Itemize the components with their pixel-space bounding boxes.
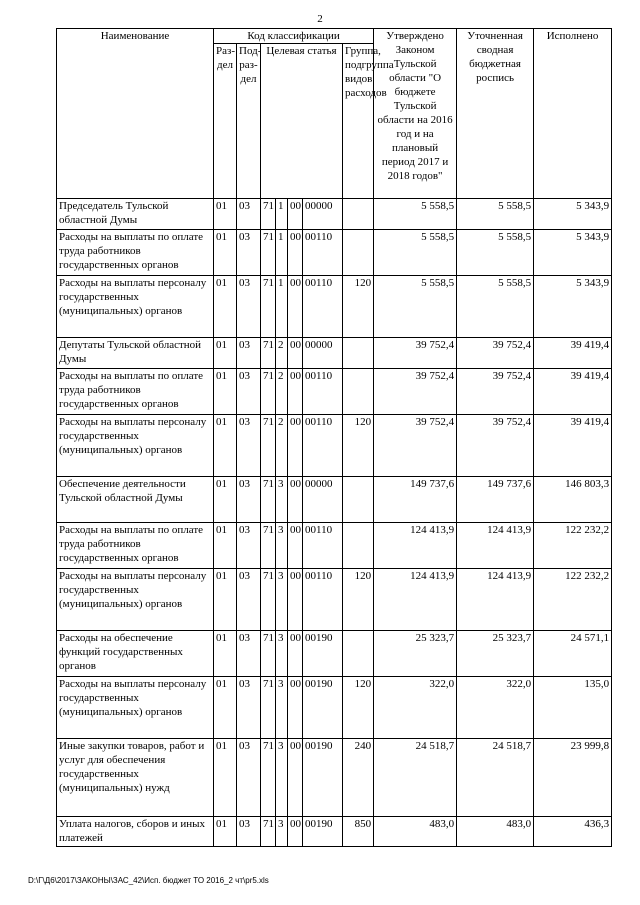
row-target-program: 71 xyxy=(261,739,276,817)
row-target-subprogram: 2 xyxy=(276,338,288,369)
row-target-direction: 00 xyxy=(288,230,303,276)
table-row xyxy=(57,739,612,817)
row-expense-type: 240 xyxy=(343,739,374,817)
row-name: Уплата налогов, сборов и иных платежей xyxy=(57,817,214,847)
row-target-direction: 00 xyxy=(288,415,303,477)
row-podrazdel: 03 xyxy=(237,338,261,369)
row-name: Расходы на выплаты по оплате труда работников государственных органов xyxy=(57,523,214,569)
row-target-program: 71 xyxy=(261,369,276,415)
header-razdel: Раз-дел xyxy=(214,44,237,199)
row-executed: 24 571,1 xyxy=(534,631,612,677)
row-target-subprogram: 3 xyxy=(276,817,288,847)
row-target-program: 71 xyxy=(261,276,276,338)
row-target-direction: 00 xyxy=(288,739,303,817)
row-expense-type: 120 xyxy=(343,569,374,631)
row-refined: 25 323,7 xyxy=(457,631,534,677)
row-target-subprogram: 3 xyxy=(276,631,288,677)
row-approved: 124 413,9 xyxy=(374,569,457,631)
row-approved: 39 752,4 xyxy=(374,338,457,369)
row-executed: 39 419,4 xyxy=(534,338,612,369)
header-name: Наименование xyxy=(57,29,214,199)
row-razdel: 01 xyxy=(214,415,237,477)
row-executed: 5 343,9 xyxy=(534,199,612,230)
table-row xyxy=(57,677,612,739)
row-target-program: 71 xyxy=(261,477,276,523)
row-target-direction: 00 xyxy=(288,477,303,523)
row-executed: 23 999,8 xyxy=(534,739,612,817)
row-name: Обеспечение деятельности Тульской областной Думы xyxy=(57,477,214,523)
row-name: Расходы на выплаты по оплате труда работников государственных органов xyxy=(57,230,214,276)
row-target-direction: 00 xyxy=(288,817,303,847)
row-name: Иные закупки товаров, работ и услуг для обеспечения государственных (муниципальных) нужд xyxy=(57,739,214,817)
row-target-program: 71 xyxy=(261,199,276,230)
row-podrazdel: 03 xyxy=(237,477,261,523)
row-podrazdel: 03 xyxy=(237,199,261,230)
row-approved: 25 323,7 xyxy=(374,631,457,677)
row-podrazdel: 03 xyxy=(237,276,261,338)
row-razdel: 01 xyxy=(214,338,237,369)
row-name: Расходы на выплаты по оплате труда работников государственных органов xyxy=(57,369,214,415)
row-target-subprogram: 1 xyxy=(276,276,288,338)
row-refined: 5 558,5 xyxy=(457,230,534,276)
row-target-direction: 00 xyxy=(288,569,303,631)
budget-execution-table xyxy=(56,28,612,847)
row-executed: 122 232,2 xyxy=(534,523,612,569)
row-target-subprogram: 3 xyxy=(276,477,288,523)
row-refined: 124 413,9 xyxy=(457,569,534,631)
table-row xyxy=(57,230,612,276)
header-expense-type: Группа, подгруппа видов расходов xyxy=(343,44,374,199)
row-expense-type xyxy=(343,369,374,415)
row-target-item: 00190 xyxy=(303,677,343,739)
row-target-direction: 00 xyxy=(288,199,303,230)
row-target-program: 71 xyxy=(261,569,276,631)
row-razdel: 01 xyxy=(214,677,237,739)
row-target-subprogram: 1 xyxy=(276,230,288,276)
row-target-program: 71 xyxy=(261,817,276,847)
row-refined: 24 518,7 xyxy=(457,739,534,817)
row-expense-type: 120 xyxy=(343,415,374,477)
row-name: Председатель Тульской областной Думы xyxy=(57,199,214,230)
row-target-subprogram: 3 xyxy=(276,739,288,817)
row-target-item: 00110 xyxy=(303,276,343,338)
row-razdel: 01 xyxy=(214,276,237,338)
table-row xyxy=(57,817,612,847)
row-target-subprogram: 2 xyxy=(276,415,288,477)
row-refined: 39 752,4 xyxy=(457,338,534,369)
row-refined: 322,0 xyxy=(457,677,534,739)
row-expense-type xyxy=(343,477,374,523)
row-target-subprogram: 1 xyxy=(276,199,288,230)
row-target-subprogram: 3 xyxy=(276,569,288,631)
row-razdel: 01 xyxy=(214,199,237,230)
row-target-program: 71 xyxy=(261,523,276,569)
table-row xyxy=(57,631,612,677)
row-target-program: 71 xyxy=(261,338,276,369)
row-target-item: 00110 xyxy=(303,523,343,569)
row-refined: 149 737,6 xyxy=(457,477,534,523)
row-executed: 39 419,4 xyxy=(534,415,612,477)
table-row xyxy=(57,369,612,415)
row-target-direction: 00 xyxy=(288,523,303,569)
row-podrazdel: 03 xyxy=(237,230,261,276)
row-target-item: 00110 xyxy=(303,415,343,477)
row-expense-type: 120 xyxy=(343,276,374,338)
table-row xyxy=(57,569,612,631)
row-approved: 39 752,4 xyxy=(374,415,457,477)
row-podrazdel: 03 xyxy=(237,415,261,477)
row-target-program: 71 xyxy=(261,230,276,276)
row-expense-type xyxy=(343,199,374,230)
row-refined: 124 413,9 xyxy=(457,523,534,569)
table-row xyxy=(57,523,612,569)
row-name: Депутаты Тульской областной Думы xyxy=(57,338,214,369)
row-approved: 24 518,7 xyxy=(374,739,457,817)
row-podrazdel: 03 xyxy=(237,817,261,847)
row-razdel: 01 xyxy=(214,817,237,847)
row-refined: 39 752,4 xyxy=(457,415,534,477)
row-executed: 122 232,2 xyxy=(534,569,612,631)
row-target-item: 00000 xyxy=(303,477,343,523)
row-target-item: 00190 xyxy=(303,739,343,817)
row-executed: 39 419,4 xyxy=(534,369,612,415)
row-target-item: 00110 xyxy=(303,569,343,631)
row-razdel: 01 xyxy=(214,523,237,569)
row-expense-type xyxy=(343,631,374,677)
row-target-item: 00190 xyxy=(303,817,343,847)
row-target-item: 00110 xyxy=(303,230,343,276)
row-name: Расходы на выплаты персоналу государственных (муниципальных) органов xyxy=(57,677,214,739)
row-name: Расходы на обеспечение функций государственных органов xyxy=(57,631,214,677)
row-approved: 124 413,9 xyxy=(374,523,457,569)
row-refined: 5 558,5 xyxy=(457,276,534,338)
row-approved: 149 737,6 xyxy=(374,477,457,523)
row-target-item: 00000 xyxy=(303,338,343,369)
row-name: Расходы на выплаты персоналу государственных (муниципальных) органов xyxy=(57,276,214,338)
header-refined: Уточненная сводная бюджетная роспись xyxy=(457,29,534,199)
row-podrazdel: 03 xyxy=(237,523,261,569)
file-path-footer: D:\Г\Д6\2017\ЗАКОНЫ\ЗАС_42\Исп. бюджет ТО 2016_2 чт\pr5.xls xyxy=(28,876,269,885)
table-row xyxy=(57,477,612,523)
row-name: Расходы на выплаты персоналу государственных (муниципальных) органов xyxy=(57,415,214,477)
row-executed: 436,3 xyxy=(534,817,612,847)
row-expense-type xyxy=(343,338,374,369)
row-target-item: 00000 xyxy=(303,199,343,230)
row-expense-type: 120 xyxy=(343,677,374,739)
row-target-direction: 00 xyxy=(288,338,303,369)
row-expense-type xyxy=(343,523,374,569)
row-target-item: 00110 xyxy=(303,369,343,415)
header-approved: Утверждено Законом Тульской области "О бюджете Тульской области на 2016 год и на плановый период 2017 и 2018 годов" xyxy=(374,29,457,199)
row-podrazdel: 03 xyxy=(237,739,261,817)
row-approved: 322,0 xyxy=(374,677,457,739)
header-executed: Исполнено xyxy=(534,29,612,199)
row-executed: 5 343,9 xyxy=(534,230,612,276)
row-target-subprogram: 2 xyxy=(276,369,288,415)
table-row xyxy=(57,276,612,338)
table-row xyxy=(57,338,612,369)
row-target-program: 71 xyxy=(261,677,276,739)
row-target-item: 00190 xyxy=(303,631,343,677)
row-podrazdel: 03 xyxy=(237,369,261,415)
page-number: 2 xyxy=(317,13,323,25)
row-razdel: 01 xyxy=(214,569,237,631)
row-target-subprogram: 3 xyxy=(276,523,288,569)
row-target-program: 71 xyxy=(261,631,276,677)
row-executed: 135,0 xyxy=(534,677,612,739)
row-target-program: 71 xyxy=(261,415,276,477)
row-podrazdel: 03 xyxy=(237,631,261,677)
row-target-direction: 00 xyxy=(288,276,303,338)
row-approved: 39 752,4 xyxy=(374,369,457,415)
row-name: Расходы на выплаты персоналу государственных (муниципальных) органов xyxy=(57,569,214,631)
table-row xyxy=(57,199,612,230)
row-executed: 5 343,9 xyxy=(534,276,612,338)
row-target-subprogram: 3 xyxy=(276,677,288,739)
row-target-direction: 00 xyxy=(288,369,303,415)
row-razdel: 01 xyxy=(214,230,237,276)
row-refined: 39 752,4 xyxy=(457,369,534,415)
row-expense-type xyxy=(343,230,374,276)
row-razdel: 01 xyxy=(214,369,237,415)
row-approved: 5 558,5 xyxy=(374,276,457,338)
row-approved: 5 558,5 xyxy=(374,230,457,276)
row-podrazdel: 03 xyxy=(237,569,261,631)
row-refined: 5 558,5 xyxy=(457,199,534,230)
row-executed: 146 803,3 xyxy=(534,477,612,523)
row-target-direction: 00 xyxy=(288,677,303,739)
header-target-article: Целевая статья xyxy=(261,44,343,199)
row-razdel: 01 xyxy=(214,477,237,523)
row-razdel: 01 xyxy=(214,739,237,817)
table-row xyxy=(57,415,612,477)
row-razdel: 01 xyxy=(214,631,237,677)
row-expense-type: 850 xyxy=(343,817,374,847)
header-podrazdel: Под-раз-дел xyxy=(237,44,261,199)
row-refined: 483,0 xyxy=(457,817,534,847)
row-approved: 5 558,5 xyxy=(374,199,457,230)
row-approved: 483,0 xyxy=(374,817,457,847)
header-code-group: Код классификации xyxy=(214,29,374,44)
row-podrazdel: 03 xyxy=(237,677,261,739)
row-target-direction: 00 xyxy=(288,631,303,677)
